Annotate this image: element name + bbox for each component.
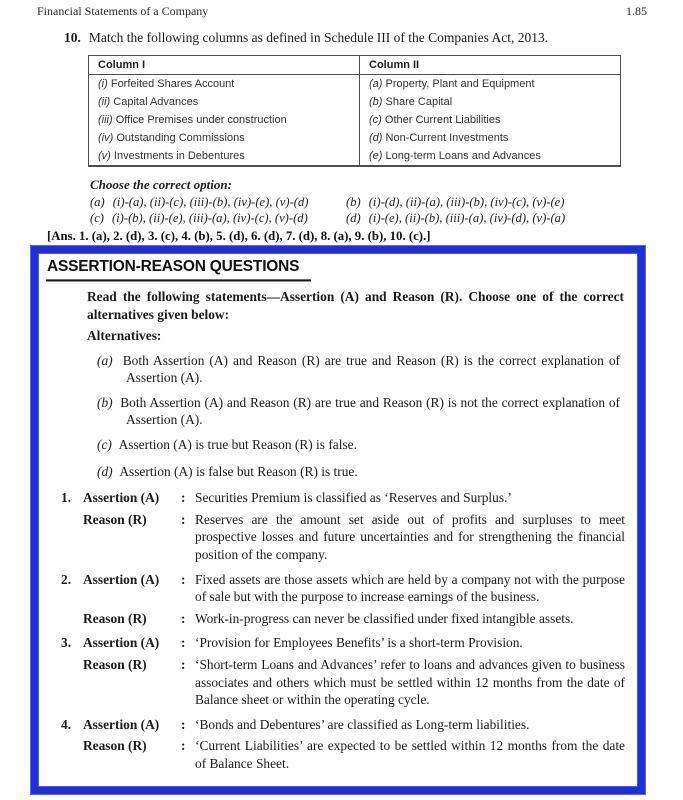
item-2-assertion: 2. Assertion (A) : Fixed assets are those assets which are held by a company not with the purpose of sale but with the purpose to increase earnings of the business. xyxy=(61,571,625,605)
option-text: (i)-(e), (ii)-(b), (iii)-(a), (iv)-(d), (v)-(a) xyxy=(368,210,566,225)
assertion-label: Assertion (A) xyxy=(83,490,160,506)
table-row xyxy=(89,147,621,166)
row-letter: (b) xyxy=(369,96,383,108)
alternative-d xyxy=(97,463,630,481)
assertion-text: Fixed assets are those assets which are held by a company not with the purpose of sale but with the purpose to increase earnings of the business. xyxy=(195,571,625,605)
table-row xyxy=(89,75,621,94)
option-letter: (d) xyxy=(346,210,361,225)
alt-letter: (d) xyxy=(97,463,113,479)
option-text: (i)-(b), (ii)-(e), (iii)-(a), (iv)-(c), (v)-(d) xyxy=(111,210,308,225)
running-title: Financial Statements of a Company xyxy=(37,4,209,18)
row-roman: (ii) xyxy=(98,96,111,108)
page-number: 1.85 xyxy=(626,4,647,18)
reason-label: Reason (R) xyxy=(83,610,147,626)
row-roman: (iii) xyxy=(98,114,113,126)
option-text: (i)-(a), (ii)-(c), (iii)-(b), (iv)-(e), (v)-(d) xyxy=(112,195,309,209)
alt-text: Assertion (A) is true but Reason (R) is false. xyxy=(118,436,357,452)
row-text: Forfeited Shares Account xyxy=(110,78,235,90)
row-letter: (e) xyxy=(369,150,383,162)
row-letter: (c) xyxy=(369,114,382,126)
row-roman: (i) xyxy=(98,78,108,90)
row-text: Capital Advances xyxy=(113,96,199,108)
section-title: ASSERTION-REASON QUESTIONS xyxy=(46,258,311,282)
alt-text: Both Assertion (A) and Reason (R) are true and Reason (R) is the correct explanation of Assertion (A). xyxy=(122,352,620,386)
alt-letter: (b) xyxy=(97,394,113,410)
option-d xyxy=(346,211,683,227)
table-row xyxy=(89,111,621,129)
table-row xyxy=(89,93,621,111)
alt-letter: (c) xyxy=(97,436,112,452)
alternatives-label: Alternatives: xyxy=(87,327,162,343)
alternative-b xyxy=(97,394,630,429)
reason-text: Work-in-progress can never be classified under fixed intangible assets. xyxy=(195,610,574,626)
row-text: Share Capital xyxy=(385,96,453,108)
option-c xyxy=(90,211,346,227)
option-b xyxy=(346,195,683,211)
item-number: 4. xyxy=(61,716,72,732)
row-letter: (d) xyxy=(369,132,383,144)
question-10 xyxy=(64,30,643,46)
row-roman: (v) xyxy=(98,150,111,162)
table-row xyxy=(89,129,621,147)
answers-line: [Ans. 1. (a), 2. (d), 3. (c), 4. (b), 5. (d), 6. (d), 7. (d), 8. (a), 9. (b), 10. (c).] xyxy=(47,229,431,243)
item-3-reason: Reason (R) : ‘Short-term Loans and Advances’ refer to loans and advances given to business associates and others which must be settled within 12 months from the date of Balance sheet or within the operating cycle. xyxy=(83,656,625,708)
alt-text: Both Assertion (A) and Reason (R) are true and Reason (R) is not the correct explanation of Assertion (A). xyxy=(120,394,620,428)
option-a xyxy=(90,195,346,211)
page-header xyxy=(0,0,683,19)
alternative-a xyxy=(97,352,630,387)
row-text: Non-Current Investments xyxy=(385,132,509,144)
item-4-reason: Reason (R) : ‘Current Liabilities’ are expected to be settled within 12 months from the date of Balance Sheet. xyxy=(83,738,625,771)
alternative-c xyxy=(97,436,630,454)
column-2-header: Column II xyxy=(360,56,621,75)
question-text: Match the following columns as defined in Schedule III of the Companies Act, 2013. xyxy=(88,30,549,45)
item-number: 1. xyxy=(61,490,72,506)
row-letter: (a) xyxy=(369,78,383,90)
item-1-reason: Reason (R) : Reserves are the amount set aside out of profits and surpluses to meet prospective losses and future uncertainties and for strengthening the financial position of the company. xyxy=(83,511,625,562)
reason-text: ‘Current Liabilities’ are expected to be settled within 12 months from the date of Balance Sheet. xyxy=(195,738,625,771)
section-intro: Read the following statements—Assertion (A) and Reason (R). Choose one of the correct alternatives given below: xyxy=(87,289,624,322)
reason-label: Reason (R) xyxy=(83,738,147,754)
choose-option-label: Choose the correct option: xyxy=(90,177,232,192)
assertion-text: ‘Bonds and Debentures’ are classified as Long-term liabilities. xyxy=(195,716,530,732)
reason-text: ‘Short-term Loans and Advances’ refer to loans and advances given to business associates and others which must be settled within 12 months from the date of Balance sheet or within the operating cycle. xyxy=(195,656,625,708)
item-number: 3. xyxy=(61,635,72,651)
column-1-header: Column I xyxy=(89,56,360,75)
item-4-assertion: 4. Assertion (A) : ‘Bonds and Debentures’ are classified as Long-term liabilities. xyxy=(61,716,630,734)
option-letter: (b) xyxy=(346,195,361,209)
assertion-label: Assertion (A) xyxy=(83,716,160,732)
item-number: 2. xyxy=(61,571,72,587)
option-text: (i)-(d), (ii)-(a), (iii)-(b), (iv)-(c), (v)-(e) xyxy=(368,195,565,209)
alt-letter: (a) xyxy=(97,352,113,368)
alt-text: Assertion (A) is false but Reason (R) is true. xyxy=(119,463,358,479)
row-text: Long-term Loans and Advances xyxy=(385,150,541,162)
table-header-row xyxy=(89,56,621,75)
row-text: Outstanding Commissions xyxy=(116,132,245,144)
assertion-reason-box xyxy=(31,246,645,794)
match-columns-table xyxy=(88,55,621,167)
item-3-assertion: 3. Assertion (A) : ‘Provision for Employees Benefits’ is a short-term Provision. xyxy=(61,634,630,652)
row-text: Office Premises under construction xyxy=(115,114,287,126)
reason-label: Reason (R) xyxy=(83,656,147,672)
row-text: Property, Plant and Equipment xyxy=(385,78,535,90)
option-letter: (a) xyxy=(90,195,105,209)
options-grid xyxy=(90,195,683,226)
reason-label: Reason (R) xyxy=(83,511,147,527)
assertion-label: Assertion (A) xyxy=(83,571,160,587)
question-number: 10. xyxy=(64,30,81,45)
item-2-reason: Reason (R) : Work-in-progress can never be classified under fixed intangible assets. xyxy=(61,610,630,628)
assertion-text: Securities Premium is classified as ‘Reserves and Surplus.’ xyxy=(195,490,512,506)
row-text: Investments in Debentures xyxy=(113,150,245,162)
item-1-assertion: 1. Assertion (A) : Securities Premium is classified as ‘Reserves and Surplus.’ xyxy=(61,489,630,507)
row-text: Other Current Liabilities xyxy=(384,114,501,126)
row-roman: (iv) xyxy=(98,132,114,144)
assertion-label: Assertion (A) xyxy=(83,635,160,651)
reason-text: Reserves are the amount set aside out of profits and surpluses to meet prospective losses and future uncertainties and for strengthening the financial position of the company. xyxy=(195,511,625,562)
option-letter: (c) xyxy=(90,210,104,225)
assertion-text: ‘Provision for Employees Benefits’ is a short-term Provision. xyxy=(195,635,523,651)
